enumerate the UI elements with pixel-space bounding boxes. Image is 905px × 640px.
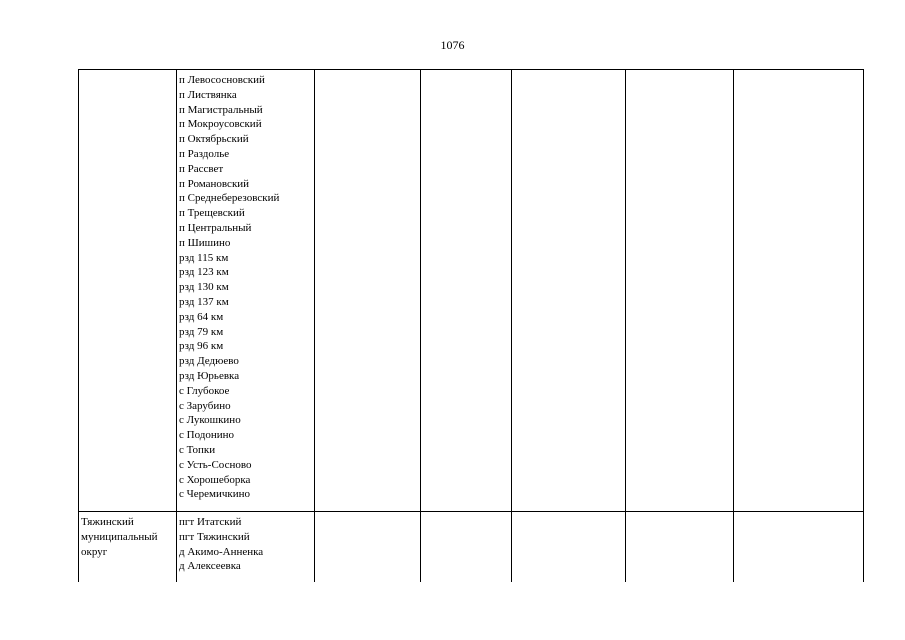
empty-cell <box>734 512 864 582</box>
settlement-name: п Рассвет <box>179 162 224 175</box>
settlement-name: рзд 115 км <box>179 251 229 264</box>
settlement-name: пгт Итатский <box>179 516 242 528</box>
table-row <box>79 512 864 582</box>
settlement-name: пгт Тяжинский <box>179 530 250 543</box>
empty-cell <box>512 70 626 512</box>
page-number: 1076 <box>440 38 465 52</box>
settlement-name: рзд Юрьевка <box>179 369 240 382</box>
settlement-name: с Глубокое <box>179 384 230 397</box>
settlement-name: с Топки <box>179 443 216 456</box>
settlements-table <box>78 69 864 582</box>
settlement-name: д Алексеевка <box>179 560 241 573</box>
settlement-name: рзд 123 км <box>179 266 229 279</box>
settlements-cell <box>177 512 315 582</box>
settlement-name: д Акимо-Анненка <box>179 545 264 558</box>
empty-cell <box>626 70 734 512</box>
settlement-name: п Романовский <box>179 177 250 190</box>
settlement-name: п Октябрьский <box>179 133 249 146</box>
settlement-name: с Усть-Сосново <box>179 458 252 471</box>
empty-cell <box>315 512 421 582</box>
settlement-name: с Лукошкино <box>179 414 241 427</box>
empty-cell <box>512 512 626 582</box>
empty-cell <box>421 70 512 512</box>
empty-cell <box>421 512 512 582</box>
settlement-name: с Подонино <box>179 429 235 442</box>
settlement-name: п Листвянка <box>179 88 237 101</box>
settlement-name: рзд 130 км <box>179 281 229 294</box>
settlement-name: п Раздолье <box>179 147 230 160</box>
settlements-cell <box>177 70 315 512</box>
district-cell <box>79 512 177 582</box>
settlement-name: п Магистральный <box>179 103 263 116</box>
settlement-name: рзд 137 км <box>179 295 229 308</box>
settlement-name: рзд Дедюево <box>179 355 239 368</box>
district-name: Тяжинский муниципальный округ <box>81 516 158 558</box>
settlement-name: п Трещевский <box>179 207 245 220</box>
settlement-name: п Среднеберезовский <box>179 192 280 205</box>
empty-cell <box>734 70 864 512</box>
settlement-name: рзд 96 км <box>179 340 224 353</box>
table-row <box>79 70 864 512</box>
settlement-name: с Хорошеборка <box>179 473 251 486</box>
settlement-name: с Черемичкино <box>179 488 251 501</box>
settlement-name: п Шишино <box>179 236 231 249</box>
settlement-name: п Мокроусовский <box>179 118 262 131</box>
district-cell <box>79 70 177 512</box>
settlement-name: рзд 79 км <box>179 325 224 338</box>
empty-cell <box>626 512 734 582</box>
settlement-name: п Левососновский <box>179 74 265 86</box>
settlement-name: п Центральный <box>179 221 252 234</box>
empty-cell <box>315 70 421 512</box>
settlement-name: с Зарубино <box>179 399 231 412</box>
settlement-name: рзд 64 км <box>179 310 224 323</box>
